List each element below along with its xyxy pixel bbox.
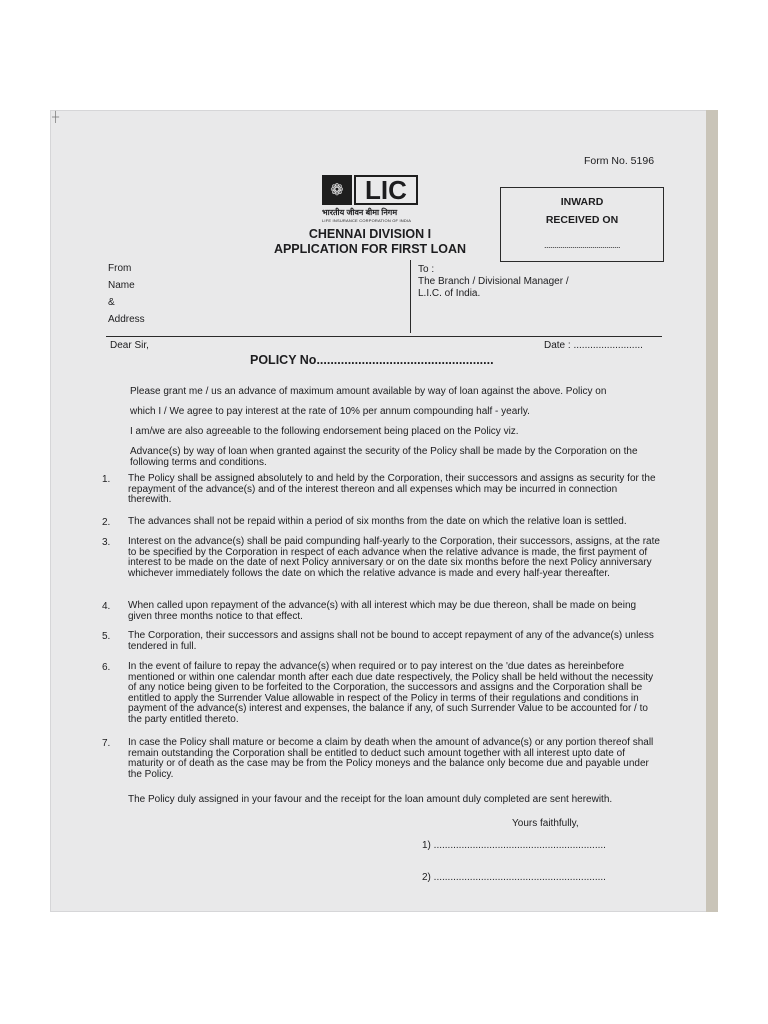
term-item: When called upon repayment of the advance(s) with all interest which may be due thereon, shall be made on being given three months notice to that effect. [128, 600, 637, 622]
paragraph-terms-intro: Advance(s) by way of loan when granted against the security of the Policy shall be made by the Corporation on the following terms and conditions. [130, 446, 638, 468]
item-number: 5. [102, 631, 111, 642]
policy-number-field[interactable]: POLICY No................................................... [250, 353, 494, 367]
item-number: 7. [102, 738, 111, 749]
to-label: To : [418, 264, 435, 275]
lic-logo [322, 175, 422, 223]
corner-mark: ┼ [52, 112, 60, 123]
signature-line-1[interactable]: 1) .............................................................. [422, 840, 606, 851]
closing-statement: The Policy duly assigned in your favour and the receipt for the loan amount duly completed are sent herewith. [128, 794, 613, 805]
term-item: The Policy shall be assigned absolutely to and held by the Corporation, their successors and assigns as security for the repayment of the advance(s) and of the interest thereon and all expenses which may be incurred in connection therewith. [128, 473, 656, 505]
date-field[interactable]: Date : ......................... [544, 340, 643, 351]
item-number: 1. [102, 474, 111, 485]
yours-faithfully: Yours faithfully, [512, 818, 579, 829]
inward-stamp-box [500, 187, 664, 262]
division-heading: CHENNAI DIVISION I [308, 227, 432, 241]
from-block [108, 260, 145, 328]
paragraph-request: Please grant me / us an advance of maximum amount available by way of loan against the above. Policy on [130, 386, 607, 397]
term-item: In the event of failure to repay the advance(s) when required or to pay interest on the 'due dates as hereinbefore mentioned or within one calendar month after each due date respectively, the Policy shall be held without the necessity of any notice being given to be forfeited to the Corporation, the successors and assigns and the Corporation shall be entitled to apply the Surrender Value allowable in respect of the Policy in terms of their regulations and conditions in payment of the advance(s) interest and expenses, the balance if any, of such Surrender Value to be accounted for / to the party entitled thereto. [128, 661, 654, 725]
form-number: Form No. 5196 [584, 155, 655, 167]
term-item: The advances shall not be repaid within a period of six months from the date on which the relative loan is settled. [128, 516, 627, 527]
signature-line-2[interactable]: 2) .............................................................. [422, 872, 606, 883]
recipient-line-2: L.I.C. of India. [418, 288, 481, 299]
lic-logo-text: LIC [354, 175, 418, 205]
term-item: In case the Policy shall mature or become a claim by death when the amount of advance(s) or any portion thereof shall remain outstanding the Corporation shall be entitled to deduct such amount together with all interest upto date of maturity or of death as the case may be from the Policy moneys and the balance only become due and payable under the Policy. [128, 737, 654, 780]
lic-emblem-icon: ❁ [322, 175, 352, 205]
paragraph-endorsement: I am/we are also agreeable to the following endorsement being placed on the Policy viz. [130, 426, 519, 437]
recipient-line-1: The Branch / Divisional Manager / [418, 276, 569, 287]
paragraph-interest: which I / We agree to pay interest at the rate of 10% per annum compounding half - yearly. [130, 406, 530, 417]
to-block [418, 264, 569, 300]
form-sheet [50, 110, 718, 912]
salutation: Dear Sir, [110, 340, 149, 351]
lic-english-name: LIFE INSURANCE CORPORATION OF INDIA [322, 218, 412, 223]
divider-vertical [410, 260, 411, 333]
item-number: 6. [102, 662, 111, 673]
name-field[interactable]: Name [108, 280, 135, 291]
divider-horizontal [106, 336, 662, 337]
term-item: Interest on the advance(s) shall be paid compunding half-yearly to the Corporation, their successors, assigns, at the rate to be specified by the Corporation in respect of each advance when the relative advance is made, the first payment of interest to be made on the date of next Policy anniversary or on the date six months before the next Policy anniversary whichever immediately follows the date on which the relative advance is made and every half-year thereafter. [128, 536, 660, 579]
address-field[interactable]: Address [108, 314, 145, 325]
form-title: APPLICATION FOR FIRST LOAN [273, 242, 467, 256]
scan-edge [706, 110, 718, 912]
item-number: 3. [102, 537, 111, 548]
inward-label: INWARD [560, 196, 604, 208]
from-label: From [108, 263, 132, 274]
received-on-label: RECEIVED ON [545, 214, 619, 226]
ampersand: & [108, 297, 115, 308]
lic-hindi-name: भारतीय जीवन बीमा निगम [322, 208, 398, 217]
item-number: 2. [102, 517, 111, 528]
term-item: The Corporation, their successors and assigns shall not be bound to accept repayment of any of the advance(s) unless tendered in full. [128, 630, 654, 652]
received-date-field[interactable]: ...................................... [543, 240, 621, 250]
item-number: 4. [102, 601, 111, 612]
